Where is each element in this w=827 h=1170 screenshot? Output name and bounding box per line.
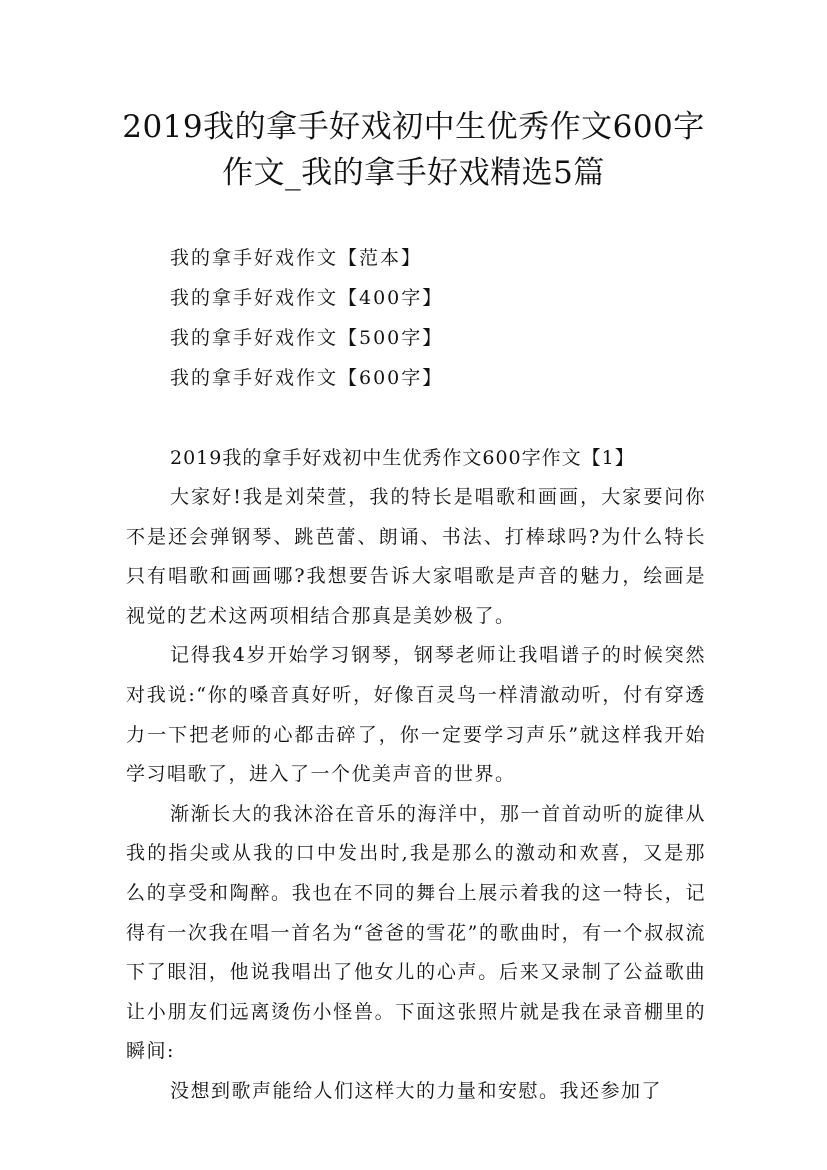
toc-item: 我的拿手好戏作文【500字】: [170, 327, 444, 349]
toc-item: 我的拿手好戏作文【范本】: [170, 247, 423, 269]
toc-item: 我的拿手好戏作文【400字】: [170, 287, 444, 309]
paragraph: 大家好!我是刘荣萱，我的特长是唱歌和画画，大家要问你不是还会弹钢琴、跳芭蕾、朗诵、书法、打棒球吗?为什么特长只有唱歌和画画哪?我想要告诉大家唱歌是声音的魅力，绘画是视觉的艺术这两项相结合那真是美妙极了。: [126, 486, 706, 627]
paragraph: 渐渐长大的我沐浴在音乐的海洋中，那一首首动听的旋律从我的指尖或从我的口中发出时,我是那么的激动和欢喜，又是那么的享受和陶醉。我也在不同的舞台上展示着我的这一特长，记得有一次我在唱一首名为“爸爸的雪花”的歌曲时，有一个叔叔流下了眼泪，他说我唱出了他女儿的心声。后来又录制了公益歌曲让小朋友们远离烫伤小怪兽。下面这张照片就是我在录音棚里的瞬间:: [126, 802, 706, 1063]
table-of-contents: [170, 238, 730, 398]
title-line-2: 作文_我的拿手好戏精选5篇: [222, 155, 605, 191]
document-title: [80, 104, 747, 196]
section-heading: 2019我的拿手好戏初中生优秀作文600字作文【1】: [170, 447, 635, 469]
title-line-1: 2019我的拿手好戏初中生优秀作文600字: [122, 109, 705, 145]
paragraph: 没想到歌声能给人们这样大的力量和安慰。我还参加了: [170, 1079, 663, 1102]
toc-item: 我的拿手好戏作文【600字】: [170, 367, 444, 389]
paragraph: 记得我4岁开始学习钢琴，钢琴老师让我唱谱子的时候突然对我说:“你的嗓音真好听，好像百灵鸟一样清澈动听，付有穿透力一下把老师的心都击碎了，你一定要学习声乐”就这样我开始学习唱歌了，进入了一个优美声音的世界。: [126, 644, 706, 786]
document-body: [126, 438, 706, 1112]
